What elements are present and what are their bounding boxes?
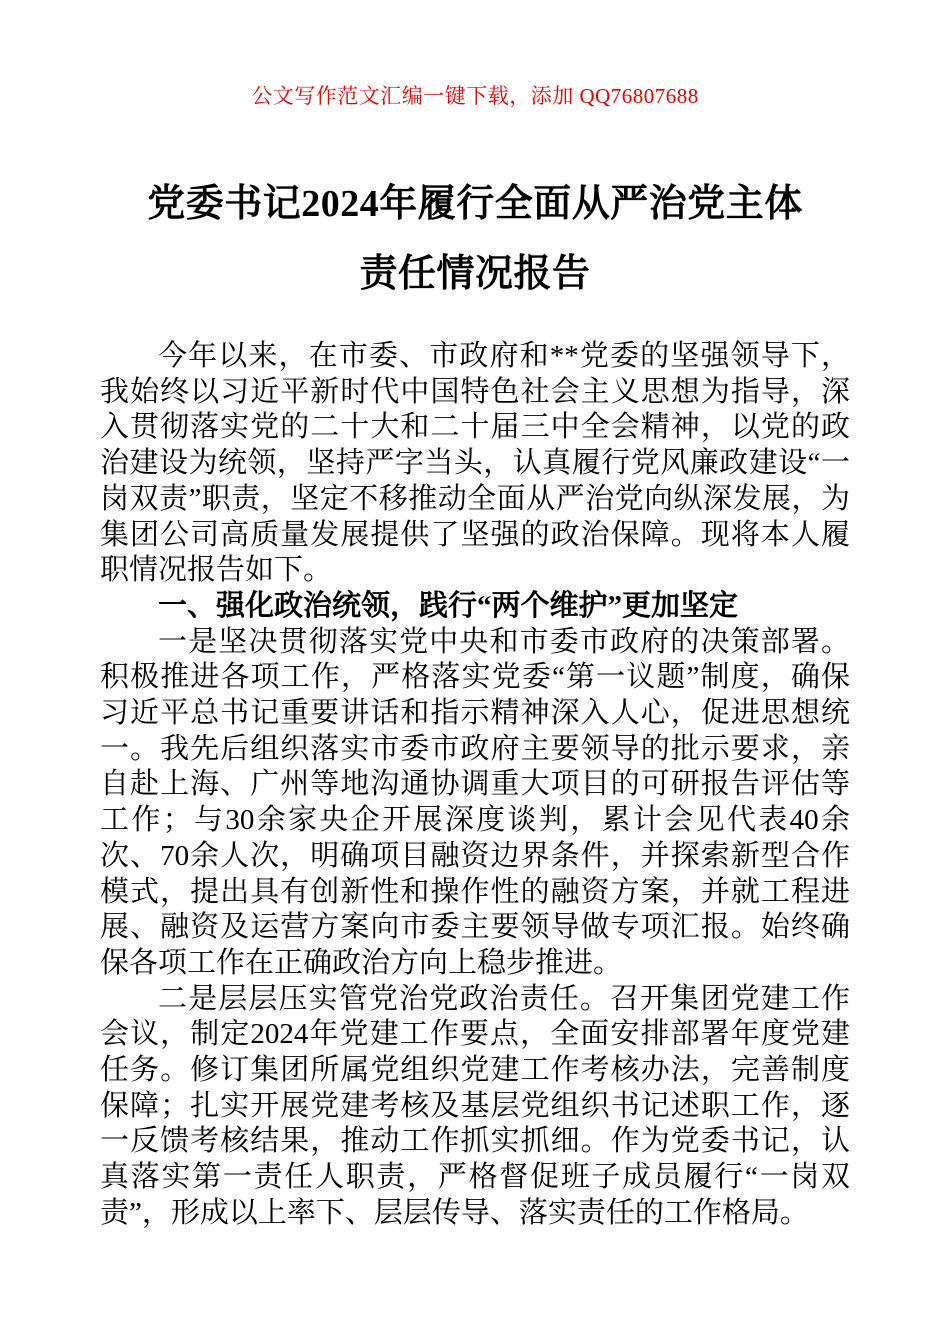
- document-body: [100, 339, 850, 1232]
- paragraph-point-1: 一是坚决贯彻落实党中央和市委市政府的决策部署。积极推进各项工作，严格落实党委“第一议题”制度，确保习近平总书记重要讲话和指示精神深入人心，促进思想统一。我先后组织落实市委市政府主要领导的批示要求，亲自赴上海、广州等地沟通协调重大项目的可研报告评估等工作；与30余家央企开展深度谈判，累计会见代表40余次、70余人次，明确项目融资边界条件，并探索新型合作模式，提出具有创新性和操作性的融资方案，并就工程进展、融资及运营方案向市委主要领导做专项汇报。始终确保各项工作在正确政治方向上稳步推进。: [100, 625, 850, 979]
- section-heading-1: 一、强化政治统领，践行“两个维护”更加坚定: [158, 589, 739, 622]
- promo-banner-text: 公文写作范文汇编一键下载，添加 QQ76807688: [251, 84, 699, 108]
- paragraph-intro: 今年以来，在市委、市政府和**党委的坚强领导下，我始终以习近平新时代中国特色社会主义思想为指导，深入贯彻落实党的二十大和二十届三中全会精神，以党的政治建设为统领，坚持严字当头，认真履行党风廉政建设“一岗双责”职责，坚定不移推动全面从严治党向纵深发展，为集团公司高质量发展提供了坚强的政治保障。现将本人履职情况报告如下。: [100, 340, 850, 587]
- paragraph-point-2: 二是层层压实管党治党政治责任。召开集团党建工作会议，制定2024年党建工作要点，全面安排部署年度党建任务。修订集团所属党组织党建工作考核办法，完善制度保障；扎实开展党建考核及基层党组织书记述职工作，逐一反馈考核结果，推动工作抓实抓细。作为党委书记，认真落实第一责任人职责，严格督促班子成员履行“一岗双责”，形成以上率下、层层传导、落实责任的工作格局。: [100, 982, 850, 1229]
- document-title: 党委书记2024年履行全面从严治党主体责任情况报告: [147, 183, 803, 295]
